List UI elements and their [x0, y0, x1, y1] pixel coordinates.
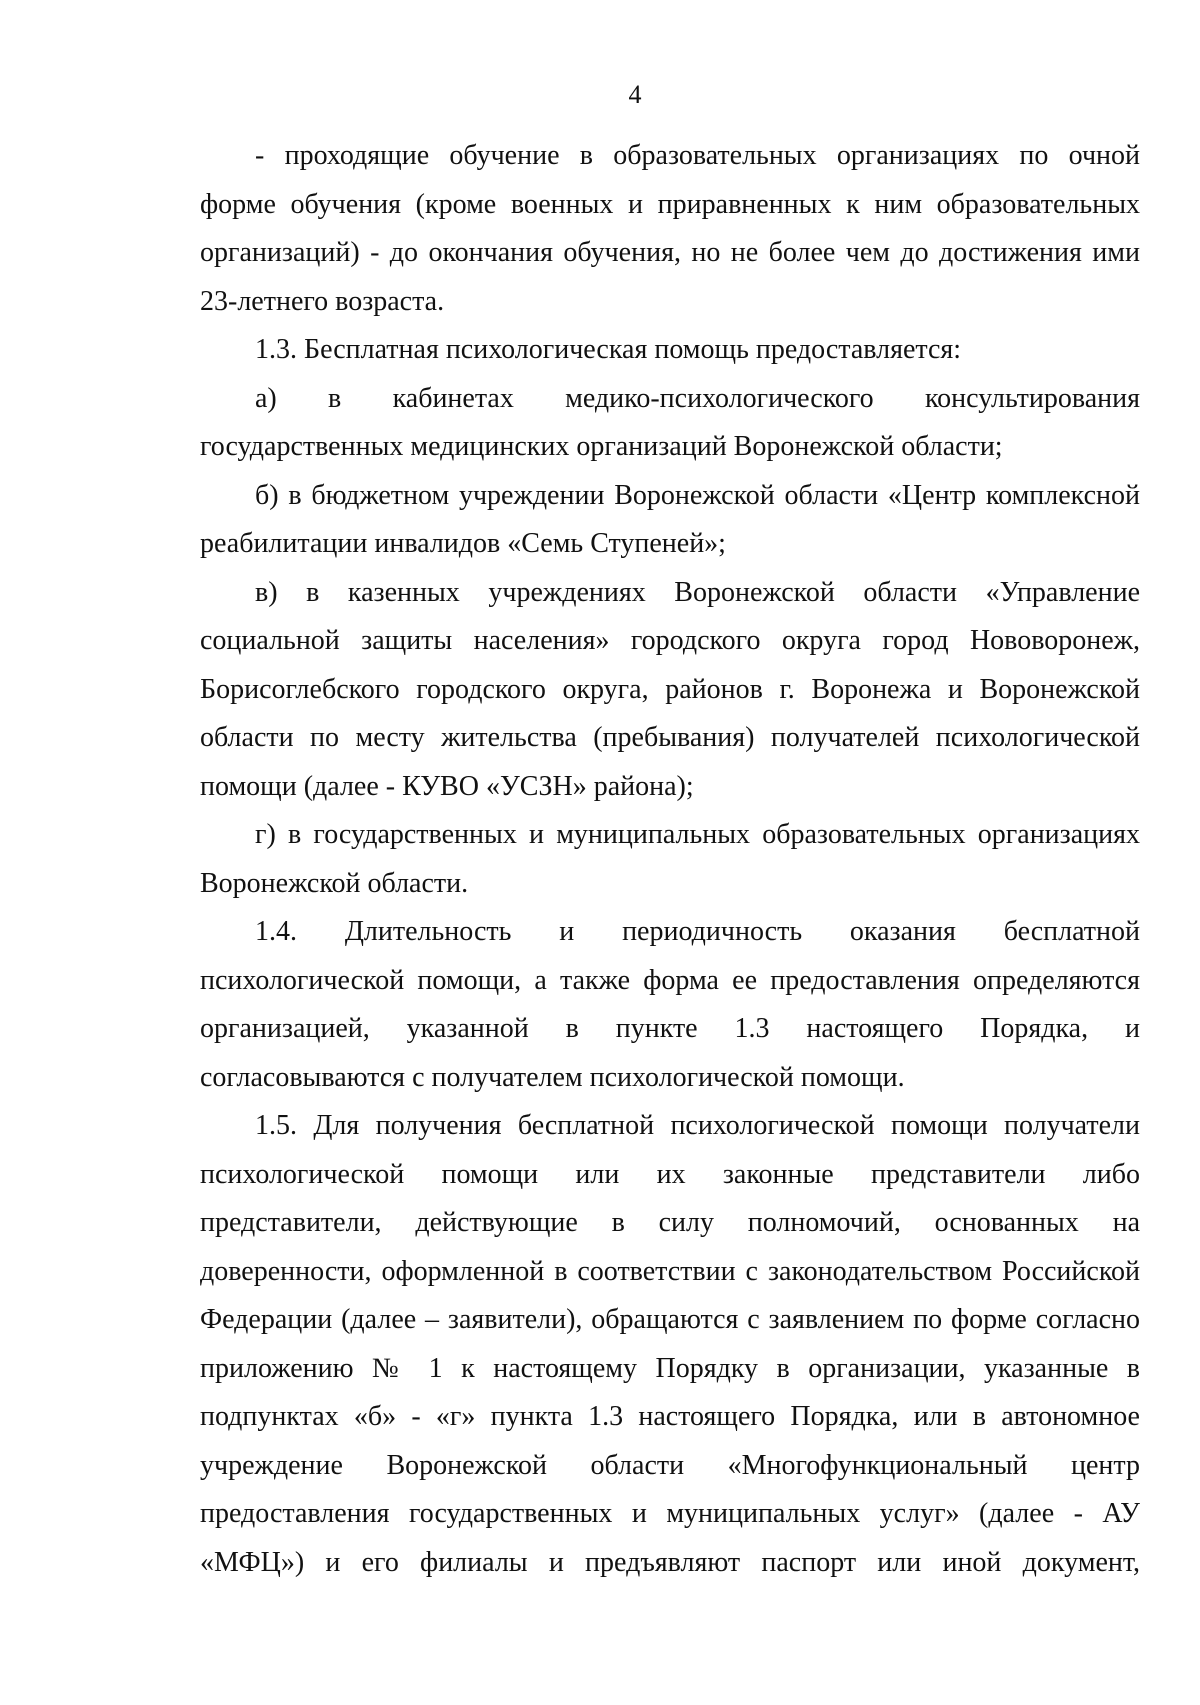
text-line: предоставления государственных и муниципальных услуг» (далее - АУ	[200, 1498, 1140, 1529]
text-line: в) в казенных учреждениях Воронежской области «Управление	[255, 576, 1140, 608]
paragraph-1-3-heading	[200, 326, 1140, 375]
text-line: психологической помощи или их законные представители либо	[200, 1158, 1140, 1190]
paragraph-1-5	[200, 1102, 1140, 1587]
text-line: подпунктах «б» - «г» пункта 1.3 настоящего Порядка, или в автономное	[200, 1401, 1140, 1432]
text-line: 1.5. Для получения бесплатной психологической помощи получатели	[255, 1110, 1140, 1141]
text-line: социальной защиты населения» городского округа город Нововоронеж,	[200, 625, 1140, 656]
text-line: организацией, указанной в пункте 1.3 настоящего Порядка, и	[200, 1013, 1140, 1044]
text-line: «МФЦ») и его филиалы и предъявляют паспорт или иной документ,	[200, 1546, 1140, 1578]
text-line: реабилитации инвалидов «Семь Ступеней»;	[200, 528, 726, 559]
text-line: представители, действующие в силу полномочий, основанных на	[200, 1207, 1140, 1238]
text-line: г) в государственных и муниципальных образовательных организациях	[255, 819, 1140, 850]
text-line: 1.4. Длительность и периодичность оказания бесплатной	[255, 916, 1140, 947]
text-line: приложению № 1 к настоящему Порядку в организации, указанные в	[200, 1352, 1140, 1384]
text-line: - проходящие обучение в образовательных организациях по очной	[255, 140, 1140, 171]
text-line: государственных медицинских организаций Воронежской области;	[200, 431, 1003, 462]
text-line: 23-летнего возраста.	[200, 285, 445, 317]
text-line: доверенности, оформленной в соответствии с законодательством Российской	[200, 1255, 1140, 1287]
text-line: организаций) - до окончания обучения, но не более чем до достижения ими	[200, 237, 1140, 268]
page-number: 4	[628, 80, 642, 109]
text-line: согласовываются с получателем психологической помощи.	[200, 1061, 905, 1093]
text-line: Воронежской области.	[200, 867, 469, 899]
paragraph-students	[200, 132, 1140, 326]
text-line: Борисоглебского городского округа, районов г. Воронежа и Воронежской	[200, 673, 1140, 705]
document-body	[200, 132, 1140, 1587]
paragraph-1-3-b	[200, 472, 1140, 569]
text-line: Федерации (далее – заявители), обращаются с заявлением по форме согласно	[200, 1304, 1140, 1335]
paragraph-1-3-a	[200, 375, 1140, 472]
text-line: помощи (далее - КУВО «УСЗН» района);	[200, 770, 694, 802]
text-line: психологической помощи, а также форма ее предоставления определяются	[200, 964, 1140, 996]
paragraph-1-3-v	[200, 569, 1140, 812]
text-line: а) в кабинетах медико-психологического консультирования	[255, 382, 1140, 414]
text-line: области по месту жительства (пребывания) получателей психологической	[200, 722, 1140, 753]
text-line: б) в бюджетном учреждении Воронежской области «Центр комплексной	[255, 479, 1140, 511]
paragraph-1-4	[200, 908, 1140, 1102]
text-line: форме обучения (кроме военных и приравненных к ним образовательных	[200, 188, 1140, 220]
text-line: учреждение Воронежской области «Многофункциональный центр	[200, 1449, 1140, 1481]
paragraph-1-3-g	[200, 811, 1140, 908]
text-line: 1.3. Бесплатная психологическая помощь предоставляется:	[255, 334, 962, 365]
